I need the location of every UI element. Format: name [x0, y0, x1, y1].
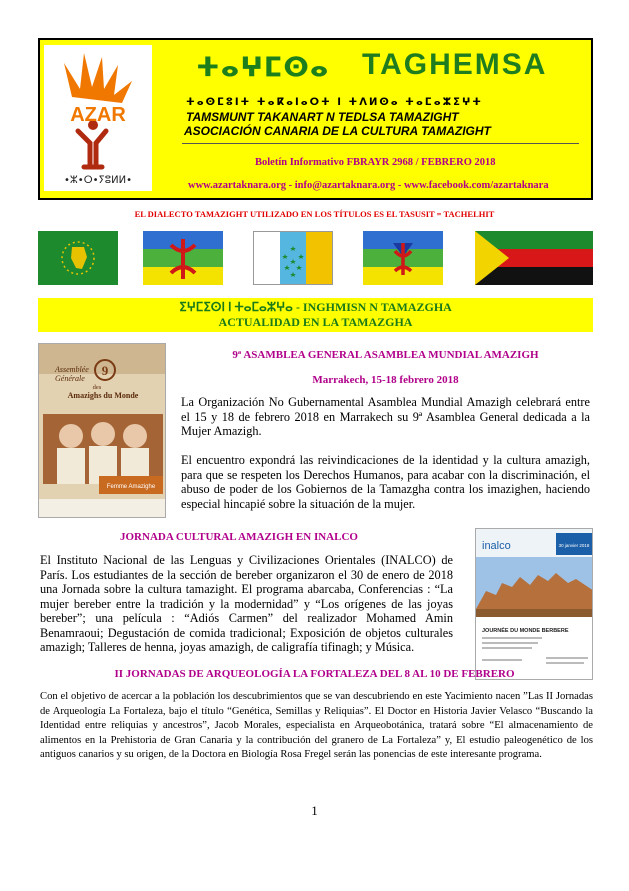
subtitle-amazigh: TAMSMUNT TAKANART N TEDLSA TAMAZIGHT	[186, 110, 459, 124]
section-title-amazigh: - INGHMISN N TAMAZGHA	[295, 300, 452, 314]
article2-title: JORNADA CULTURAL AMAZIGH EN INALCO	[120, 531, 358, 543]
poster-caption: JOURNÉE DU MONDE BERBERE	[482, 628, 569, 634]
article1-title: 9ª ASAMBLEA GENERAL ASAMBLEA MUNDIAL AMAZIGH	[232, 349, 539, 361]
section-title-tifinagh: ⵉⵖⵎⵉⵙⵏ ⵏ ⵜⴰⵎⴰⵣⵖⴰ	[179, 300, 293, 314]
contact-links[interactable]: www.azartaknara.org - info@azartaknara.org - www.facebook.com/azartaknara	[188, 180, 549, 191]
article1-subtitle: Marrakech, 15-18 febrero 2018	[312, 374, 459, 386]
article2-paragraph: El Instituto Nacional de las Lenguas y Civilizaciones Orientales (INALCO) de París. Los estudiantes de la sección de bereber organizaron el 30 de enero de 2018 una Jornada sobre la cultura tamazight. El programa abarcaba, Conferencias : “La mujer bereber entre la tradición y la modernidad” y “Los orígenes de las joyas bereber”; una película : “Adiós Carmen” del realizador Mohamed Amin Benamraoui; Degustación de comida tradicional; Exposición de objetos culturales amazigh; Talleres de henna, joyas amazigh, de caligrafía tifinagh; y Música.	[40, 553, 453, 654]
subtitle-spanish: ASOCIACIÓN CANARIA DE LA CULTURA TAMAZIGHT	[184, 124, 491, 138]
article1-paragraph1: La Organización No Gubernamental Asamblea Mundial Amazigh celebrará entre el 15 y 18 de febrero 2018 en Marrakech su 9ª Asamblea General dedicada a la Mujer Amazigh.	[181, 395, 590, 438]
bulletin-info: Boletín Informativo FBRAYR 2968 / FEBRERO 2018	[255, 157, 496, 168]
kabyle-flag	[363, 231, 443, 285]
page-title: TAGHEMSA	[362, 48, 548, 81]
poster-line1: Assemblée	[55, 365, 89, 374]
article1-paragraph2: El encuentro expondrá las reivindicaciones de la identidad y la cultura amazigh, para que se respeten los Derechos Humanos, para acabar con la discriminación, el abuso de poder de los Gobiernos de la Tamazgha contra los imazighen, haciendo especial hincapié sobre la situación de la mujer.	[181, 453, 590, 511]
page-number: 1	[311, 803, 318, 818]
section-title	[38, 300, 593, 315]
azar-logo	[44, 45, 152, 191]
tuareg-flag	[475, 231, 593, 285]
african-union-flag	[38, 231, 118, 285]
poster-line3: des	[92, 384, 102, 391]
title-tifinagh: ⵜⴰⵖⵎⵙⴰ	[196, 52, 330, 83]
assembly-poster	[38, 343, 166, 518]
amazigh-flag	[143, 231, 223, 285]
poster-number: 9	[101, 363, 109, 378]
poster-line2: Générale	[55, 374, 85, 383]
poster-date: 30 janvier 2018	[558, 543, 590, 548]
poster-footer: Femme Amazighe	[106, 484, 156, 490]
dialect-note: EL DIALECTO TAMAZIGHT UTILIZADO EN LOS TÍTULOS ES EL TASUSIT = TACHELHIT	[134, 209, 495, 219]
subtitle-tifinagh: ⵜⴰⵙⵎⵓⵏⵜ ⵜⴰⴽⴰⵏⴰⵔⵜ ⵏ ⵜⴷⵍⵙⴰ ⵜⴰⵎⴰⵣⵉⵖⵜ	[186, 97, 484, 108]
section-subtitle: ACTUALIDAD EN LA TAMAZGHA	[218, 315, 413, 329]
logo-tifinagh: •ⵣ•ⵔ•ⵢⵓⵍⵍ•	[64, 175, 132, 186]
poster-line4: Amazighs du Monde	[67, 391, 139, 400]
article3-paragraph: Con el objetivo de acercar a la población los descubrimientos que se van descubriendo en este Yacimiento nacen ”Las II Jornadas de Arqueología La Fortaleza, bajo el título “Genética, Semillas y Reliquias”. El Doctor en Historia Javier Velasco “Buscando la Identidad entre reliquias y ancestros”, Jacob Morales, especialista en Arqueobotánica, tratará sobre “El almacenamiento de alimentos en la Prehistoria de Gran Canaria y la contribución del granero de La Fortaleza” y, El estudio paleogenético de los antiguos canarios y su origen, de la Doctora en Biología Rosa Fregel serán las ponencias de este interesante programa.	[40, 691, 593, 760]
canary-independence-flag	[253, 231, 333, 285]
logo-text: AZAR	[70, 104, 126, 126]
article3-title: II JORNADAS DE ARQUEOLOGÍA LA FORTALEZA DEL 8 AL 10 DE FEBRERO	[114, 668, 515, 680]
azar-logo-figure	[44, 45, 152, 191]
poster-brand: inalco	[482, 540, 511, 552]
inalco-poster	[475, 528, 593, 680]
header-divider	[182, 143, 579, 144]
